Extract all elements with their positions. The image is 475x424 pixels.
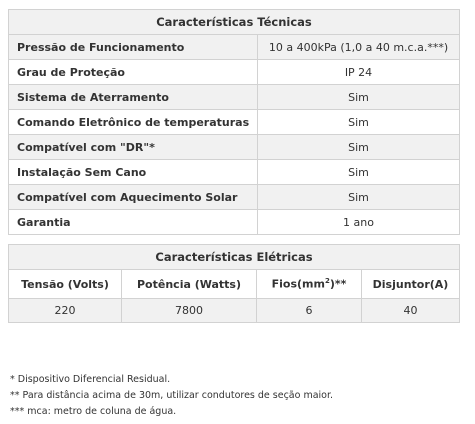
footnote: ** Para distância acima de 30m, utilizar condutores de seção maior. — [10, 390, 334, 401]
fios-suffix: )** — [329, 277, 347, 291]
spec-label: Garantia — [9, 210, 258, 235]
spec-value: Sim — [258, 160, 460, 185]
potencia-value: 7800 — [122, 299, 257, 323]
table-row — [9, 35, 460, 60]
table-row — [9, 210, 460, 235]
table-row — [9, 299, 460, 323]
spec-label: Compatível com "DR"* — [9, 135, 258, 160]
column-header-potencia: Potência (Watts) — [122, 270, 257, 299]
tensao-value: 220 — [9, 299, 122, 323]
spec-label: Sistema de Aterramento — [9, 85, 258, 110]
footnotes — [10, 372, 333, 420]
fios-value: 6 — [257, 299, 362, 323]
table-row — [9, 110, 460, 135]
table-row — [9, 135, 460, 160]
electrical-specs-table — [8, 244, 460, 323]
spec-label: Compatível com Aquecimento Solar — [9, 185, 258, 210]
table-row — [9, 160, 460, 185]
spec-value: Sim — [258, 185, 460, 210]
spec-label: Comando Eletrônico de temperaturas — [9, 110, 258, 135]
table-row — [9, 85, 460, 110]
footnote: * Dispositivo Diferencial Residual. — [10, 374, 171, 385]
column-header-tensao: Tensão (Volts) — [9, 270, 122, 299]
spec-label: Grau de Proteção — [9, 60, 258, 85]
column-header-fios — [257, 270, 362, 299]
spec-value: Sim — [258, 110, 460, 135]
disjuntor-value: 40 — [362, 299, 460, 323]
technical-specs-title: Características Técnicas — [9, 10, 460, 35]
electrical-specs-title: Características Elétricas — [9, 245, 460, 270]
spec-value: Sim — [258, 135, 460, 160]
spec-value: 10 a 400kPa (1,0 a 40 m.c.a.***) — [258, 35, 460, 60]
fios-superscript: 2 — [324, 277, 330, 286]
spec-value: 1 ano — [258, 210, 460, 235]
spec-value: Sim — [258, 85, 460, 110]
technical-specs-table — [8, 9, 460, 235]
spec-label: Instalação Sem Cano — [9, 160, 258, 185]
fios-label: Fios(mm — [271, 277, 325, 291]
spec-label: Pressão de Funcionamento — [9, 35, 258, 60]
table-header-row — [9, 270, 460, 299]
table-row — [9, 185, 460, 210]
column-header-disjuntor: Disjuntor(A) — [362, 270, 460, 299]
footnote: *** mca: metro de coluna de água. — [10, 406, 177, 417]
table-row — [9, 60, 460, 85]
spec-value: IP 24 — [258, 60, 460, 85]
